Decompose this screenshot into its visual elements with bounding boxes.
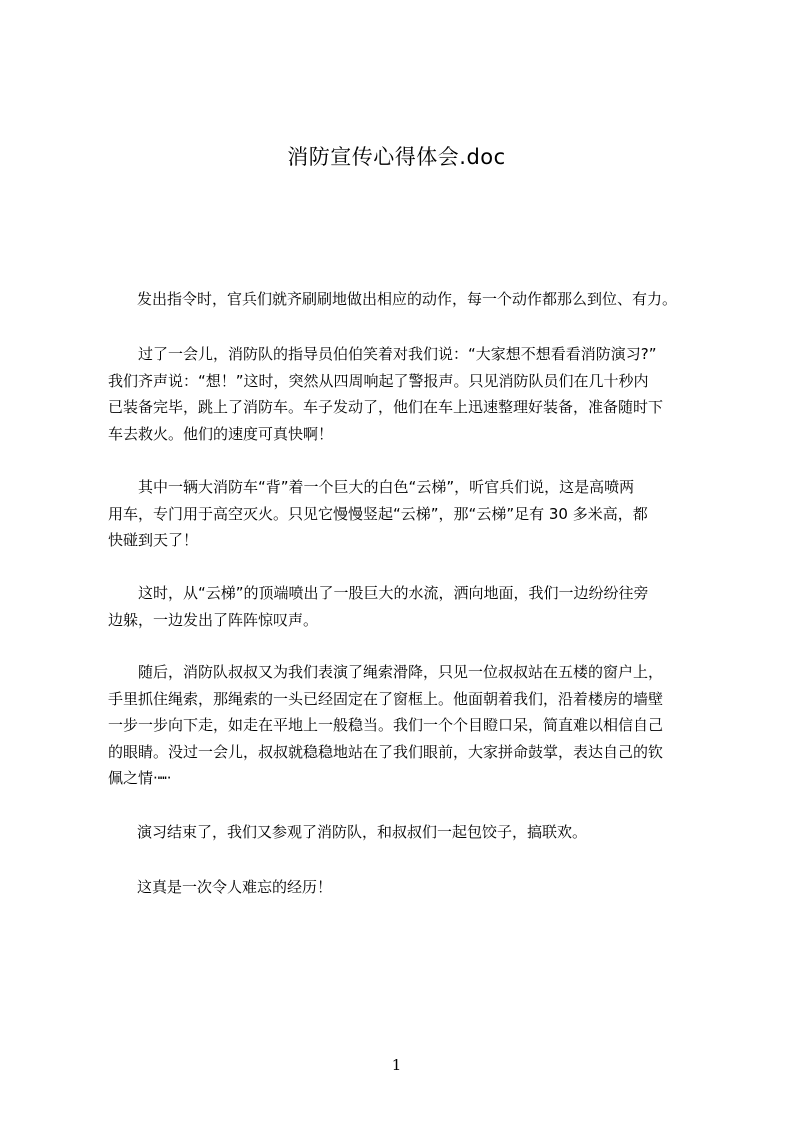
paragraph-5	[108, 659, 663, 792]
paragraph-line: 已装备完毕，跳上了消防车。车子发动了，他们在车上迅速整理好装备，准备随时下	[108, 398, 664, 416]
paragraph-4	[108, 580, 649, 633]
paragraph-line: 佩之情·┉·	[108, 769, 172, 787]
paragraph-line: 我们齐声说：“想！”这时，突然从四周响起了警报声。只见消防队员们在几十秒内	[108, 371, 649, 390]
paragraph-6	[108, 819, 587, 846]
paragraph-line: 边躲，一边发出了阵阵惊叹声。	[108, 610, 319, 629]
paragraph-line: 随后，消防队叔叔又为我们表演了绳索滑降，只见一位叔叔站在五楼的窗户上，	[138, 663, 664, 681]
document-title: 消防宣传心得体会.doc	[287, 145, 506, 169]
paragraph-line: 这真是一次令人难忘的经历！	[137, 878, 333, 896]
paragraph-line: 这时，从“云梯”的顶端喷出了一股巨大的水流，洒向地面，我们一边纷纷往旁	[138, 584, 649, 602]
paragraph-2	[108, 341, 663, 447]
paragraph-line: 的眼睛。没过一会儿，叔叔就稳稳地站在了我们眼前，大家拼命鼓掌，表达自己的钦	[108, 742, 664, 761]
paragraph-line: 过了一会儿，消防队的指导员伯伯笑着对我们说：“大家想不想看看消防演习?”	[138, 345, 657, 363]
page-number: 1	[391, 1056, 402, 1074]
paragraph-line: 车去救火。他们的速度可真快啊！	[108, 424, 334, 443]
paragraph-line: 一步一步向下走，如走在平地上一般稳当。我们一个个目瞪口呆，简直难以相信自己	[108, 716, 664, 734]
paragraph-line: 用车，专门用于高空灭火。只见它慢慢竖起“云梯”，那“云梯”足有 30 多米高，都	[108, 504, 648, 523]
paragraph-line: 演习结束了，我们又参观了消防队，和叔叔们一起包饺子，搞联欢。	[137, 823, 588, 841]
paragraph-3	[108, 474, 648, 554]
paragraph-line: 手里抓住绳索，那绳索的一头已经固定在了窗框上。他面朝着我们，沿着楼房的墙壁	[108, 689, 664, 708]
paragraph-line: 其中一辆大消防车“背”着一个巨大的白色“云梯”，听官兵们说，这是高喷两	[138, 478, 635, 496]
paragraph-1	[108, 286, 677, 313]
paragraph-7	[108, 874, 332, 901]
paragraph-line: 快碰到天了！	[108, 531, 199, 549]
paragraph-line: 发出指令时，官兵们就齐刷刷地做出相应的动作，每一个动作都那么到位、有力。	[137, 290, 678, 308]
